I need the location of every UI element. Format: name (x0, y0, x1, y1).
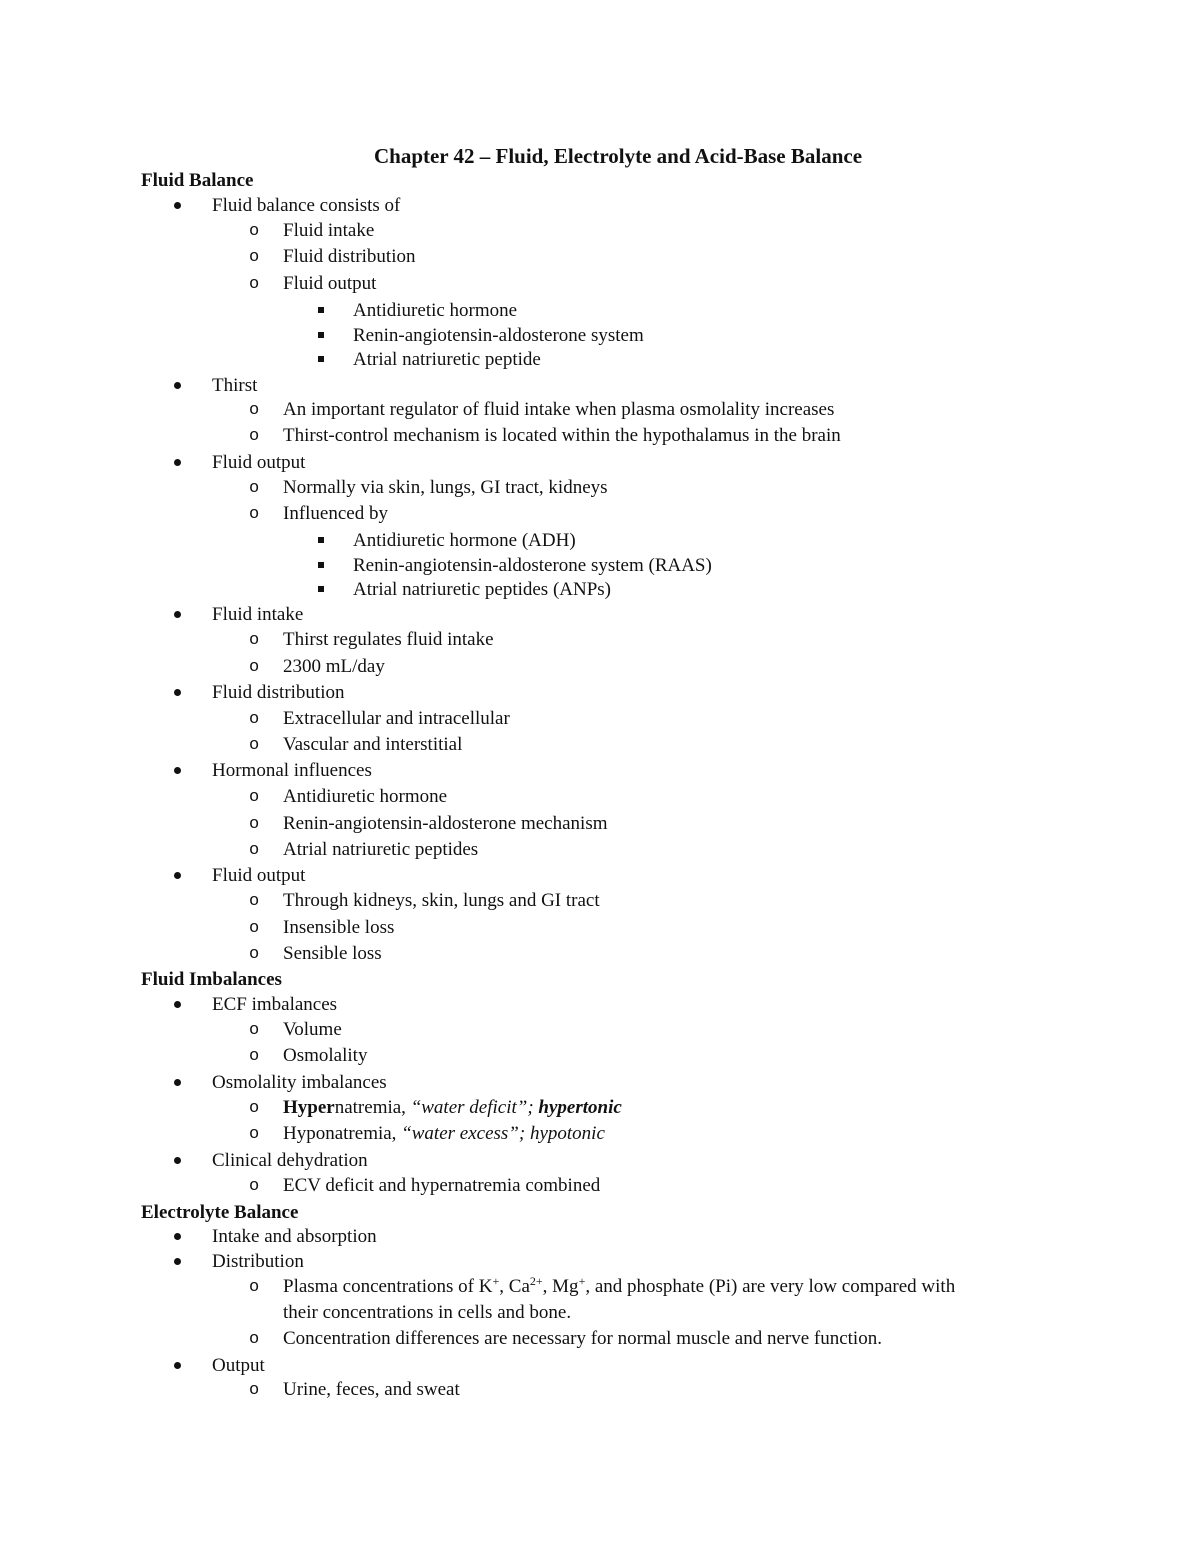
bullet-icon (174, 993, 181, 1017)
list-item: Fluid output (212, 865, 306, 886)
list-item: Osmolality (283, 1045, 368, 1066)
list-item: ECV deficit and hypernatremia combined (283, 1175, 601, 1196)
square-bullet-icon (318, 299, 324, 323)
list-item-continuation: their concentrations in cells and bone. (283, 1302, 572, 1323)
list-item: Fluid output (283, 273, 377, 294)
list-item: Fluid distribution (212, 682, 345, 703)
circle-bullet-icon: o (249, 710, 260, 729)
list-item: Fluid intake (283, 220, 375, 241)
list-item: Extracellular and intracellular (283, 708, 510, 729)
list-item: ECF imbalances (212, 994, 338, 1015)
list-item-hyponatremia (283, 1122, 605, 1146)
bullet-icon (174, 194, 181, 218)
circle-bullet-icon: o (249, 788, 260, 807)
plasma-text-b: , Ca (499, 1276, 530, 1297)
list-item: Fluid distribution (283, 246, 416, 267)
circle-bullet-icon: o (249, 1381, 260, 1400)
bullet-icon (174, 864, 181, 888)
section-heading-electrolyte-balance: Electrolyte Balance (141, 1202, 299, 1223)
circle-bullet-icon: o (249, 1047, 260, 1066)
list-item: Volume (283, 1019, 342, 1040)
bullet-icon (174, 759, 181, 783)
list-item: Distribution (212, 1251, 304, 1272)
hyper-rest: natremia, (334, 1097, 411, 1118)
circle-bullet-icon: o (249, 222, 260, 241)
circle-bullet-icon: o (249, 919, 260, 938)
list-item-plasma (283, 1275, 955, 1299)
list-item: Antidiuretic hormone (283, 786, 448, 807)
list-item: Renin-angiotensin-aldosterone mechanism (283, 813, 608, 834)
list-item: Thirst (212, 375, 258, 396)
square-bullet-icon (318, 324, 324, 348)
bullet-icon (174, 1250, 181, 1274)
list-item: Sensible loss (283, 943, 382, 964)
plasma-text-a: Plasma concentrations of K (283, 1276, 493, 1297)
list-item: Vascular and interstitial (283, 734, 463, 755)
superscript-mg: + (578, 1274, 586, 1288)
circle-bullet-icon: o (249, 736, 260, 755)
square-bullet-icon (318, 554, 324, 578)
list-item-hypernatremia (283, 1096, 622, 1120)
square-bullet-icon (318, 529, 324, 553)
page-title: Chapter 42 – Fluid, Electrolyte and Acid-Base Balance (373, 144, 863, 168)
circle-bullet-icon: o (249, 427, 260, 446)
circle-bullet-icon: o (249, 1125, 260, 1144)
section-heading-fluid-balance: Fluid Balance (141, 170, 254, 191)
list-item: Thirst-control mechanism is located within the hypothalamus in the brain (283, 425, 841, 446)
section-heading-fluid-imbalances: Fluid Imbalances (141, 969, 282, 990)
circle-bullet-icon: o (249, 1177, 260, 1196)
list-item: Fluid output (212, 452, 306, 473)
hyper-tonic: hypertonic (538, 1097, 622, 1118)
bullet-icon (174, 1149, 181, 1173)
circle-bullet-icon: o (249, 505, 260, 524)
circle-bullet-icon: o (249, 1278, 260, 1297)
list-item: Renin-angiotensin-aldosterone system (353, 325, 644, 346)
list-item: Intake and absorption (212, 1226, 377, 1247)
list-item: Atrial natriuretic peptide (353, 349, 541, 370)
list-item: Influenced by (283, 503, 388, 524)
list-item: Fluid balance consists of (212, 195, 401, 216)
list-item: Clinical dehydration (212, 1150, 368, 1171)
list-item: Antidiuretic hormone (353, 300, 518, 321)
list-item: Antidiuretic hormone (ADH) (353, 530, 576, 551)
list-item: Urine, feces, and sweat (283, 1379, 460, 1400)
circle-bullet-icon: o (249, 892, 260, 911)
hyper-quote: “water deficit”; (410, 1097, 539, 1118)
list-item: Insensible loss (283, 917, 395, 938)
bullet-icon (174, 681, 181, 705)
superscript-k: + (492, 1274, 500, 1288)
bullet-icon (174, 1071, 181, 1095)
circle-bullet-icon: o (249, 945, 260, 964)
bullet-icon (174, 451, 181, 475)
bullet-icon (174, 374, 181, 398)
list-item: Through kidneys, skin, lungs and GI tract (283, 890, 600, 911)
list-item: Atrial natriuretic peptides (ANPs) (353, 579, 612, 600)
superscript-ca: 2+ (529, 1274, 543, 1288)
circle-bullet-icon: o (249, 275, 260, 294)
square-bullet-icon (318, 578, 324, 602)
circle-bullet-icon: o (249, 1099, 260, 1118)
circle-bullet-icon: o (249, 815, 260, 834)
circle-bullet-icon: o (249, 631, 260, 650)
circle-bullet-icon: o (249, 1330, 260, 1349)
list-item: Normally via skin, lungs, GI tract, kidneys (283, 477, 608, 498)
hypo-text: Hyponatremia, (283, 1123, 402, 1144)
square-bullet-icon (318, 348, 324, 372)
bullet-icon (174, 603, 181, 627)
list-item: An important regulator of fluid intake when plasma osmolality increases (283, 399, 835, 420)
list-item: Concentration differences are necessary for normal muscle and nerve function. (283, 1328, 882, 1349)
bullet-icon (174, 1225, 181, 1249)
list-item: Atrial natriuretic peptides (283, 839, 479, 860)
list-item: Fluid intake (212, 604, 304, 625)
circle-bullet-icon: o (249, 248, 260, 267)
circle-bullet-icon: o (249, 479, 260, 498)
list-item: Hormonal influences (212, 760, 372, 781)
list-item: Renin-angiotensin-aldosterone system (RAAS) (353, 555, 712, 576)
bullet-icon (174, 1354, 181, 1378)
hypo-quote: “water excess”; hypotonic (401, 1123, 605, 1144)
plasma-text-d: , and phosphate (Pi) are very low compared with (585, 1276, 956, 1297)
plasma-text-c: , Mg (542, 1276, 579, 1297)
circle-bullet-icon: o (249, 841, 260, 860)
list-item: Osmolality imbalances (212, 1072, 387, 1093)
list-item: Output (212, 1355, 265, 1376)
circle-bullet-icon: o (249, 1021, 260, 1040)
circle-bullet-icon: o (249, 401, 260, 420)
circle-bullet-icon: o (249, 658, 260, 677)
hyper-prefix: Hyper (283, 1097, 335, 1118)
list-item: Thirst regulates fluid intake (283, 629, 494, 650)
list-item: 2300 mL/day (283, 656, 385, 677)
